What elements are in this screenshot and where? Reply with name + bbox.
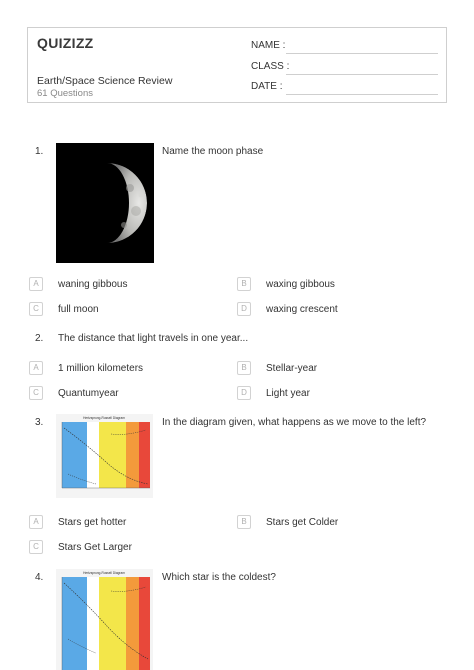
option-letter[interactable]: C [29,540,43,554]
option-text[interactable]: Light year [266,388,310,399]
hr-diagram-graphic [56,569,153,670]
question-number: 2. [35,333,44,344]
worksheet-title: Earth/Space Science Review [37,75,173,87]
option-letter[interactable]: B [237,361,251,375]
hr-diagram-graphic [56,414,153,498]
hr-band-white [87,422,99,488]
option-text[interactable]: waxing gibbous [266,279,335,290]
question-count: 61 Questions [37,88,93,99]
question-text: Name the moon phase [162,146,264,157]
question-text: In the diagram given, what happens as we move to the left? [162,417,427,428]
hr-band-blue [62,577,87,670]
hr-band-red-orange [126,422,139,488]
hr-band-yellow [99,577,126,670]
hr-band-red-orange [126,577,139,670]
class-line [286,74,438,75]
name-line [286,53,438,54]
hr-diagram-image [56,569,153,670]
moon-crescent-graphic [56,143,154,263]
option-letter[interactable]: D [237,386,251,400]
option-text[interactable]: waning gibbous [58,279,128,290]
option-text[interactable]: Stellar-year [266,363,318,374]
date-field[interactable] [251,81,282,92]
hr-diagram-title: Hertzsprung-Russell Diagram [83,571,125,575]
option-text[interactable]: Quantumyear [58,388,119,399]
option-letter[interactable]: A [29,515,43,529]
hr-diagram-title: Hertzsprung-Russell Diagram [83,416,125,420]
name-label: NAME : [251,40,286,51]
hr-band-blue [62,422,87,488]
question-text: The distance that light travels in one year... [58,333,249,344]
option-letter[interactable]: C [29,302,43,316]
quizizz-logo: QUIZIZZ [37,35,94,51]
hr-band-red [139,422,150,488]
question-number: 4. [35,572,44,583]
date-label: DATE : [251,81,283,92]
option-letter[interactable]: C [29,386,43,400]
option-text[interactable]: Stars Get Larger [58,542,132,553]
option-letter[interactable]: A [29,277,43,291]
moon-phase-image [56,143,154,263]
option-letter[interactable]: A [29,361,43,375]
option-letter[interactable]: D [237,302,251,316]
option-text[interactable]: Stars get hotter [58,517,127,528]
class-label: CLASS : [251,61,290,72]
option-text[interactable]: Stars get Colder [266,517,339,528]
option-letter[interactable]: B [237,515,251,529]
question-number: 3. [35,417,44,428]
class-field[interactable] [251,61,289,72]
hr-band-white [87,577,99,670]
hr-band-yellow [99,422,126,488]
option-text[interactable]: 1 million kilometers [58,363,144,374]
question-text: Which star is the coldest? [162,572,276,583]
name-field[interactable] [251,40,285,51]
date-line [286,94,438,95]
worksheet-header [27,27,447,103]
hr-band-red [139,577,150,670]
option-letter[interactable]: B [237,277,251,291]
question-number: 1. [35,146,44,157]
hr-diagram-image [56,414,153,498]
option-text[interactable]: full moon [58,304,99,315]
option-text[interactable]: waxing crescent [266,304,338,315]
